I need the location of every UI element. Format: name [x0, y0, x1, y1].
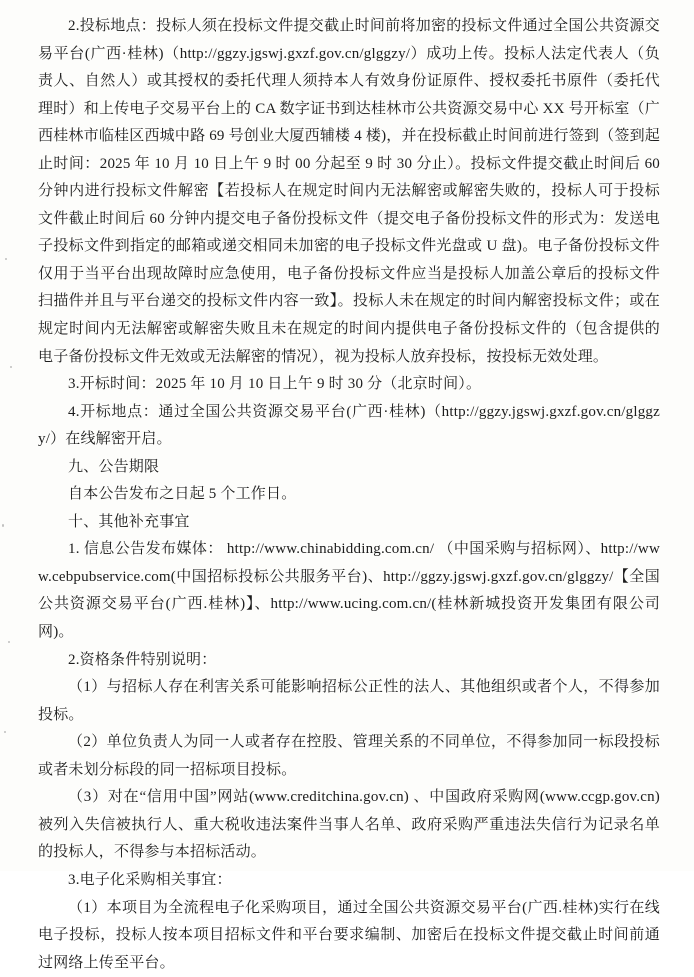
paragraph-qualification-item-3: （3）对在“信用中国”网站(www.creditchina.gov.cn) 、中国政府采购网(www.ccgp.gov.cn)被列入失信被执行人、重大税收违法案件当事人名单、政府采购严重违法失信行为记录名单的投标人，不得参与本招标活动。: [38, 784, 660, 867]
paragraph-qualification-special-note: 2.资格条件特别说明：: [38, 647, 660, 675]
paragraph-bid-opening-location: 4.开标地点：通过全国公共资源交易平台(广西·桂林)（http://ggzy.jgswj.gxzf.gov.cn/glggzy/）在线解密开启。: [38, 399, 660, 454]
scan-artifact: [8, 641, 10, 643]
paragraph-announcement-period: 自本公告发布之日起 5 个工作日。: [38, 481, 660, 509]
paragraph-e-procurement-matters: 3.电子化采购相关事宜：: [38, 867, 660, 895]
scan-artifact: [4, 731, 6, 733]
scan-artifact: [5, 258, 7, 260]
paragraph-qualification-item-1: （1）与招标人存在利害关系可能影响招标公正性的法人、其他组织或者个人，不得参加投标。: [38, 674, 660, 729]
scan-artifact: [10, 366, 12, 368]
paragraph-e-procurement-item-1: （1）本项目为全流程电子化采购项目，通过全国公共资源交易平台(广西.桂林)实行在线电子投标，投标人按本项目招标文件和平台要求编制、加密后在投标文件提交截止时间前通过网络上传至平台。: [38, 895, 660, 977]
scan-artifact: [2, 524, 4, 527]
paragraph-information-media: 1. 信息公告发布媒体： http://www.chinabidding.com.cn/ （中国采购与招标网）、http://www.cebpubservice.com(中国招标投标公共服务平台)、http://ggzy.jgswj.gxzf.gov.cn/glggzy/【全国公共资源交易平台(广西.桂林)】、http://www.ucing.com.cn/(桂林新城投资开发集团有限公司网)。: [38, 536, 660, 646]
paragraph-qualification-item-2: （2）单位负责人为同一人或者存在控股、管理关系的不同单位，不得参加同一标段投标或者未划分标段的同一招标项目投标。: [38, 729, 660, 784]
paragraph-bid-submission-location: 2.投标地点：投标人须在投标文件提交截止时间前将加密的投标文件通过全国公共资源交易平台(广西·桂林)（http://ggzy.jgswj.gxzf.gov.cn/glggzy/）成功上传。投标人法定代表人（负责人、自然人）或其授权的委托代理人须持本人有效身份证原件、授权委托书原件（委托代理时）和上传电子交易平台上的 CA 数字证书到达桂林市公共资源交易中心 XX 号开标室（广西桂林市临桂区西城中路 69 号创业大厦西辅楼 4 楼)，并在投标截止时间前进行签到（签到起止时间：2025 年 10 月 10 日上午 9 时 00 分起至 9 时 30 分止）。投标文件提交截止时间后 60 分钟内进行投标文件解密【若投标人在规定时间内无法解密或解密失败的，投标人可于投标文件截止时间后 60 分钟内提交电子备份投标文件（提交电子备份投标文件的形式为：发送电子投标文件到指定的邮箱或递交相同未加密的电子投标文件光盘或 U 盘)。电子备份投标文件仅用于当平台出现故障时应急使用，电子备份投标文件应当是投标人加盖公章后的投标文件扫描件并且与平台递交的投标文件内容一致】。投标人未在规定的时间内解密投标文件；或在规定时间内无法解密或解密失败且未在规定的时间内提供电子备份投标文件的（包含提供的电子备份投标文件无效或无法解密的情况），视为投标人放弃投标，按投标无效处理。: [38, 13, 660, 371]
heading-announcement-period: 九、公告期限: [38, 454, 660, 482]
paragraph-bid-opening-time: 3.开标时间：2025 年 10 月 10 日上午 9 时 30 分（北京时间）。: [38, 371, 660, 399]
heading-other-supplementary-matters: 十、其他补充事宜: [38, 509, 660, 537]
